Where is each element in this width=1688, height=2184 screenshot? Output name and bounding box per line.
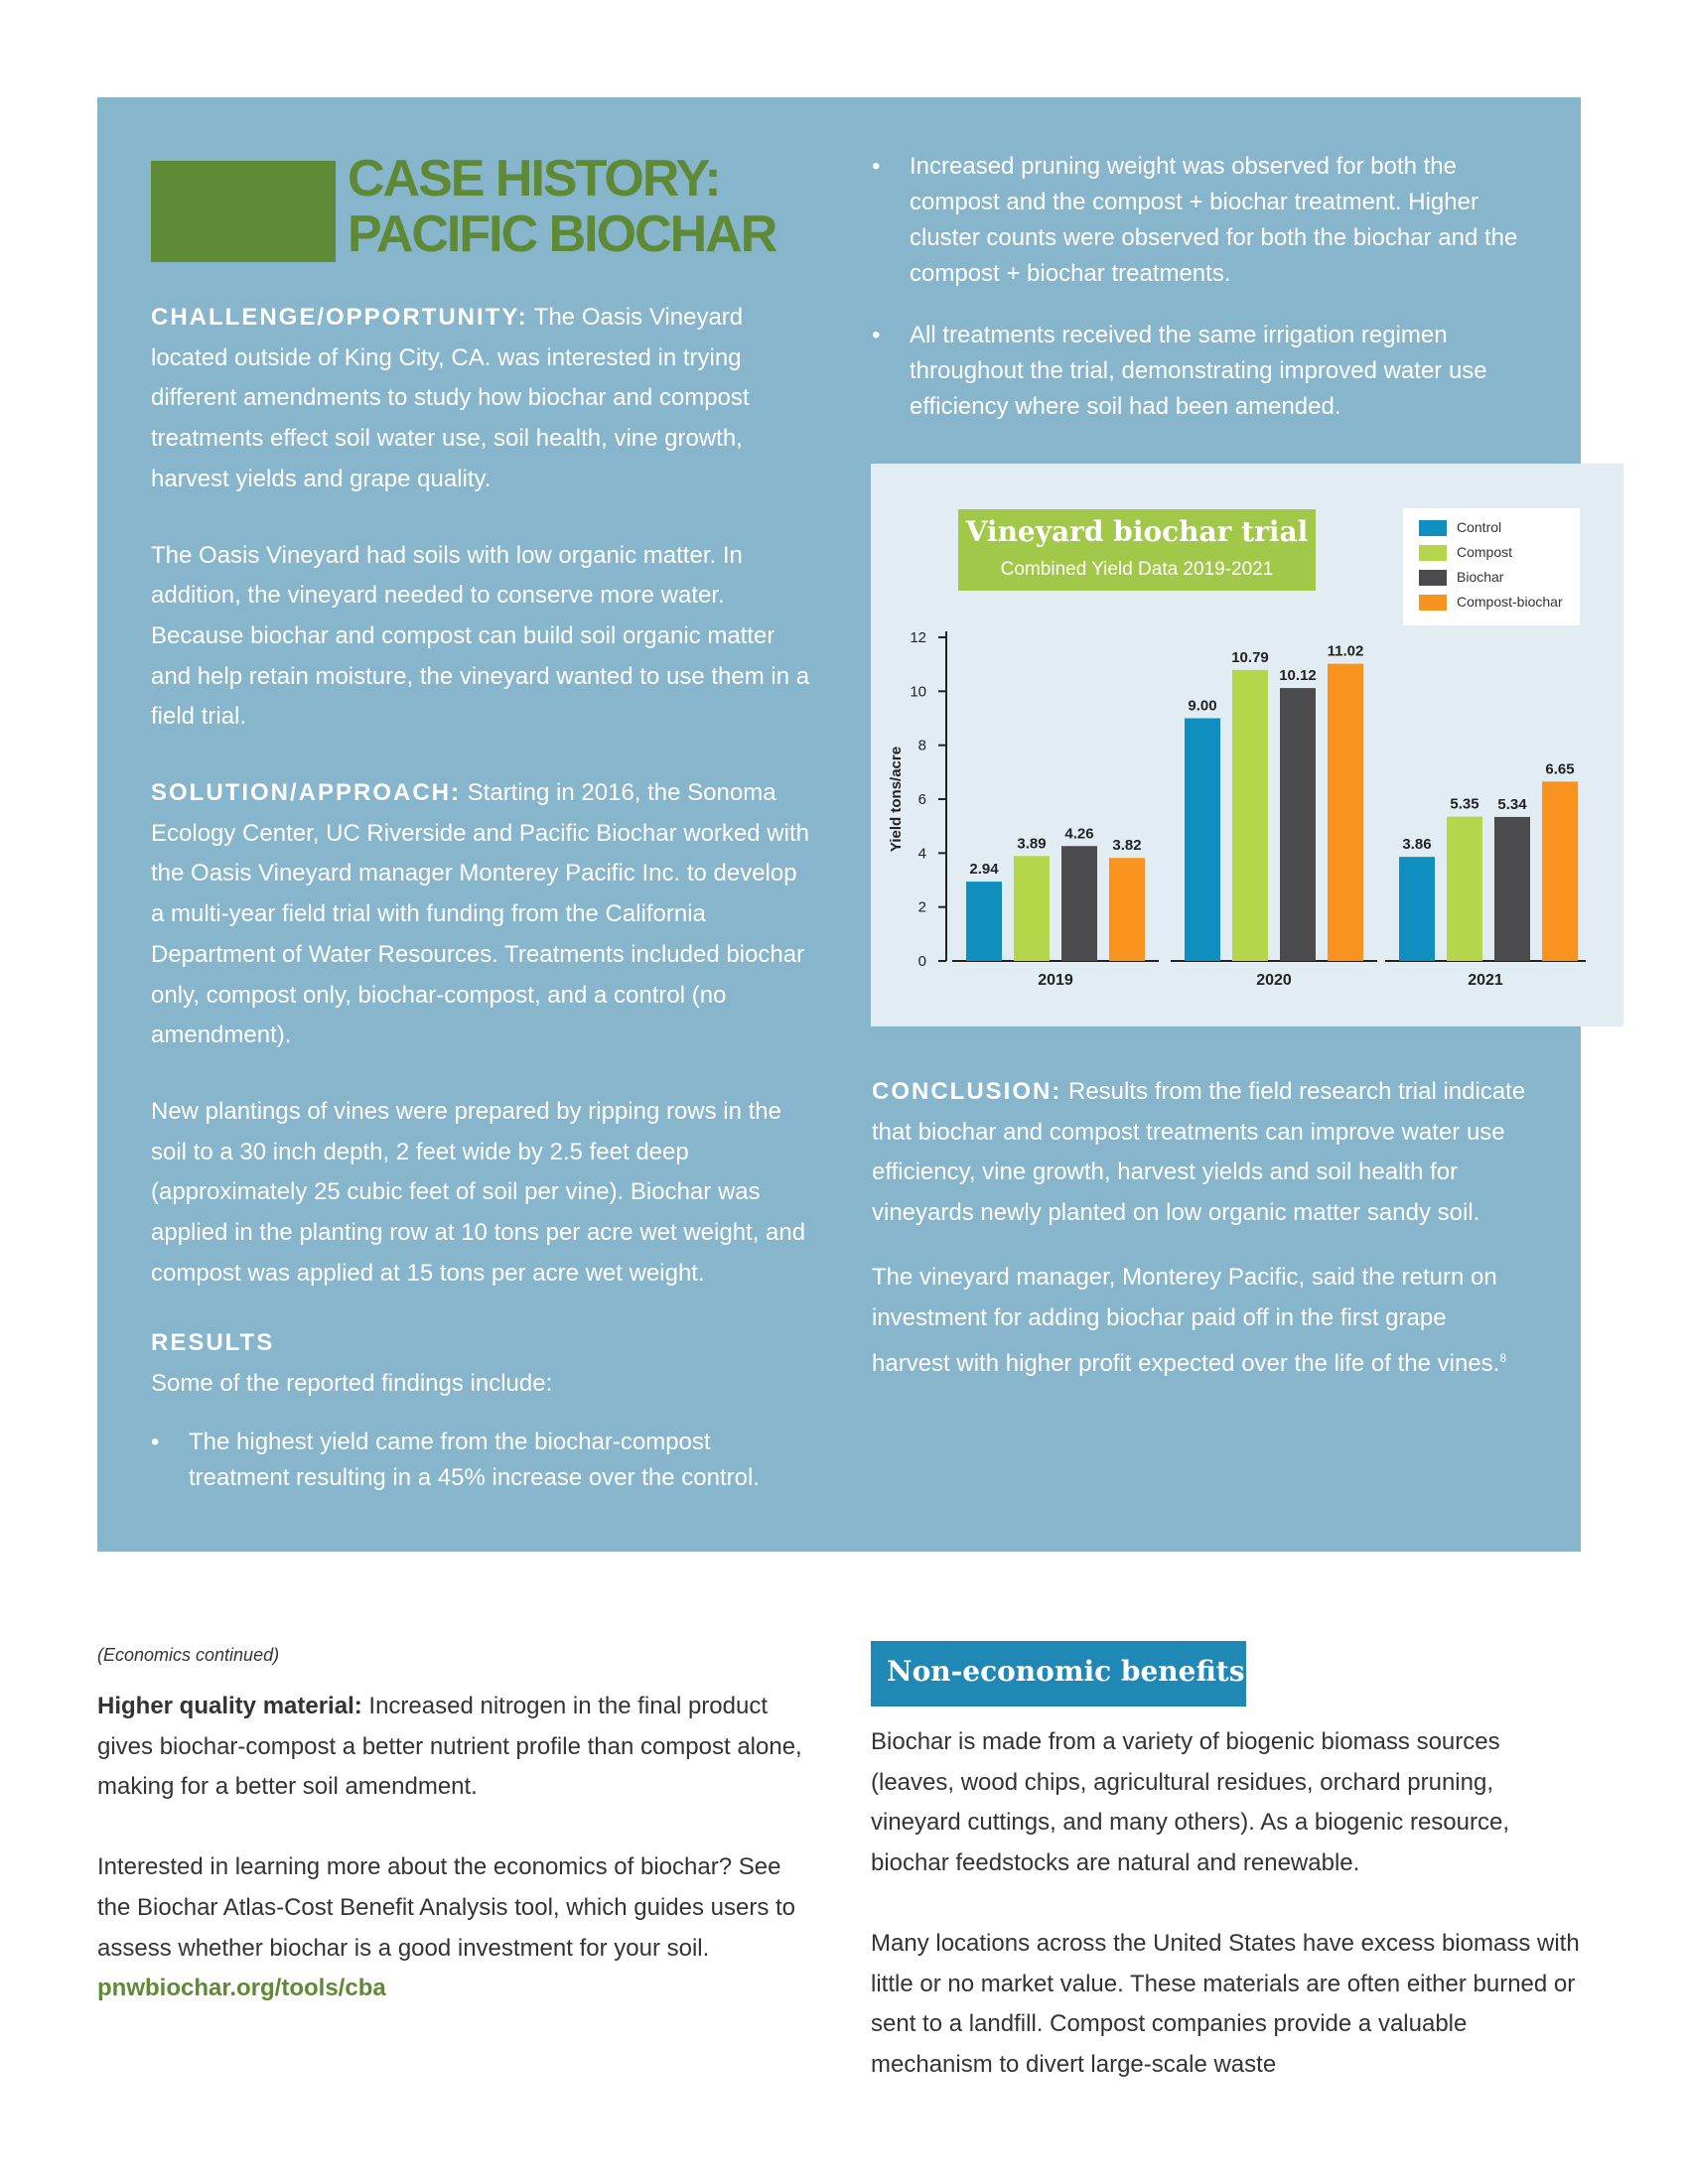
y-tick-label: 2	[917, 898, 926, 916]
conclusion-label: CONCLUSION:	[872, 1078, 1062, 1105]
right-bullets	[872, 149, 1537, 451]
data-label: 3.89	[1017, 835, 1047, 853]
learn-more-text: Interested in learning more about the economics of biochar? See the Biochar Atlas-Cost Benefit Analysis tool, which guides users to assess whether biochar is a good investment for your soil.	[97, 1853, 796, 1962]
x-category-label: 2021	[1468, 972, 1503, 989]
bar-compost-biochar-2020	[1328, 664, 1363, 961]
results-intro: Some of the reported findings include:	[151, 1370, 553, 1398]
noneconomic-section	[871, 1722, 1586, 2125]
roi-text: The vineyard manager, Monterey Pacific, said the return on investment for adding biochar paid off in the first grape harvest with higher profit expected over the life of the vines.	[872, 1263, 1500, 1378]
legend-swatch-compost-biochar	[1419, 595, 1447, 611]
higher-quality-text: Increased nitrogen in the final product gives biochar-compost a better nutrient profile than compost alone, making for a better soil amendment.	[97, 1693, 802, 1801]
data-label: 3.86	[1402, 836, 1432, 854]
planting-paragraph: New plantings of vines were prepared by ripping rows in the soil to a 30 inch depth, 2 feet wide by 2.5 feet deep (approximately 25 cubic feet of soil per vine). Biochar was applied in the planting row at 10 tons per acre wet weight, and compost was applied at 15 tons per acre wet weight.	[151, 1097, 806, 1287]
y-tick-label: 0	[917, 953, 926, 970]
solution-text: Starting in 2016, the Sonoma Ecology Center, UC Riverside and Pacific Biochar worked with the Oasis Vineyard manager Monterey Pacific Inc. to develop a multi-year field trial with funding from the California Department of Water Resources. Treatments included biochar only, compost only, biochar-compost, and a control (no amendment).	[151, 779, 809, 1049]
y-tick-label: 6	[917, 791, 926, 808]
data-label: 4.26	[1064, 825, 1094, 843]
title-line-2: PACIFIC BIOCHAR	[348, 205, 776, 263]
solution-label: SOLUTION/APPROACH:	[151, 779, 461, 807]
chart-title-box	[958, 509, 1316, 591]
conclusion-paragraph	[872, 1072, 1527, 1234]
legend-label-control: Control	[1457, 519, 1502, 535]
bar-compost-2021	[1447, 817, 1482, 961]
data-label: 5.35	[1450, 795, 1479, 813]
bar-biochar-2019	[1061, 846, 1097, 961]
results-heading: RESULTS	[151, 1329, 275, 1357]
challenge-label: CHALLENGE/OPPORTUNITY:	[151, 304, 528, 331]
bar-control-2020	[1185, 719, 1220, 962]
cba-tool-link[interactable]: pnwbiochar.org/tools/cba	[97, 1975, 386, 2002]
y-tick-label: 10	[910, 683, 926, 701]
roi-paragraph	[872, 1258, 1527, 1385]
noneconomic-heading: Non-economic benefits	[887, 1655, 1245, 1688]
challenge-paragraph	[151, 298, 816, 500]
y-tick-label: 8	[917, 737, 926, 754]
higher-quality-paragraph	[97, 1687, 812, 1808]
data-label: 3.82	[1112, 837, 1142, 855]
findings-bullet-pruning: • Increased pruning weight was observed for both the compost and the compost + biochar treatment. Higher cluster counts were observed for both the biochar and the compost + biochar treatments.	[872, 149, 1537, 292]
learn-more-paragraph	[97, 1847, 812, 2009]
bar-compost-2019	[1014, 856, 1050, 961]
legend-label-compost-biochar: Compost-biochar	[1457, 594, 1563, 610]
bar-biochar-2020	[1280, 688, 1316, 961]
bar-compost-2020	[1232, 670, 1268, 961]
challenge-text: The Oasis Vineyard located outside of King City, CA. was interested in trying different amendments to study how biochar and compost treatments effect soil water use, soil health, vine growth, harvest yields and grape quality.	[151, 304, 750, 492]
case-history-title	[348, 151, 864, 262]
bar-compost-biochar-2021	[1542, 781, 1578, 961]
x-category-label: 2019	[1038, 972, 1073, 989]
legend-swatch-control	[1419, 520, 1447, 536]
bar-control-2021	[1399, 857, 1435, 961]
findings-bullet-irrigation: • All treatments received the same irrigation regimen throughout the trial, demonstrating improved water use efficiency where soil had been amended.	[872, 318, 1537, 425]
higher-quality-label: Higher quality material:	[97, 1693, 362, 1719]
data-label: 10.12	[1279, 667, 1317, 685]
data-label: 2.94	[969, 861, 999, 879]
legend-label-biochar: Biochar	[1457, 569, 1504, 585]
bar-control-2019	[966, 882, 1002, 961]
data-label: 9.00	[1188, 697, 1217, 715]
bar-biochar-2021	[1494, 817, 1530, 961]
legend-label-compost: Compost	[1457, 544, 1513, 560]
solution-paragraph	[151, 773, 816, 1056]
x-category-label: 2020	[1256, 972, 1292, 989]
y-axis-label: Yield tons/acre	[888, 746, 905, 853]
data-label: 6.65	[1545, 760, 1575, 778]
excess-biomass-paragraph: Many locations across the United States have excess biomass with little or no market value. These materials are often either burned or sent to a landfill. Compost companies provide a valuable mechanism to divert large-scale waste	[871, 1929, 1580, 2078]
chart-title: Vineyard biochar trial	[965, 515, 1309, 548]
bar-compost-biochar-2019	[1109, 858, 1145, 961]
conclusion-section	[872, 1072, 1527, 1409]
data-label: 10.79	[1231, 648, 1269, 666]
left-column	[151, 298, 816, 1522]
low-organic-paragraph: The Oasis Vineyard had soils with low organic matter. In addition, the vineyard needed to conserve more water. Because biochar and compost can build soil organic matter and help retain moisture, the vineyard wanted to use them in a field trial.	[151, 541, 810, 731]
data-label: 11.02	[1327, 642, 1364, 660]
economics-section	[97, 1643, 812, 2049]
data-label: 5.34	[1497, 795, 1527, 813]
conclusion-text: Results from the field research trial indicate that biochar and compost treatments can improve water use efficiency, vine growth, harvest yields and soil health for vineyards newly planted on low organic matter sandy soil.	[872, 1078, 1526, 1227]
noneconomic-heading-box	[871, 1641, 1246, 1706]
title-line-1: CASE HISTORY:	[348, 150, 720, 207]
legend-swatch-compost	[1419, 545, 1447, 561]
biomass-sources-paragraph: Biochar is made from a variety of biogenic biomass sources (leaves, wood chips, agricultural residues, orchard pruning, vineyard cuttings, and many others). As a biogenic resource, biochar feedstocks are natural and renewable.	[871, 1728, 1510, 1877]
y-tick-label: 12	[910, 629, 926, 646]
results-bullet: • The highest yield came from the biochar-compost treatment resulting in a 45% increase over the control.	[151, 1425, 816, 1496]
findings-list	[872, 149, 1537, 425]
footnote-marker: 8	[1499, 1351, 1507, 1366]
title-color-block	[151, 161, 336, 262]
yield-bar-chart	[871, 615, 1623, 1013]
y-tick-label: 4	[917, 845, 926, 863]
chart-legend	[1403, 508, 1580, 625]
results-list	[151, 1425, 816, 1496]
chart-subtitle: Combined Yield Data 2019-2021	[1000, 559, 1274, 580]
legend-swatch-biochar	[1419, 570, 1447, 586]
economics-continued: (Economics continued)	[97, 1645, 280, 1665]
